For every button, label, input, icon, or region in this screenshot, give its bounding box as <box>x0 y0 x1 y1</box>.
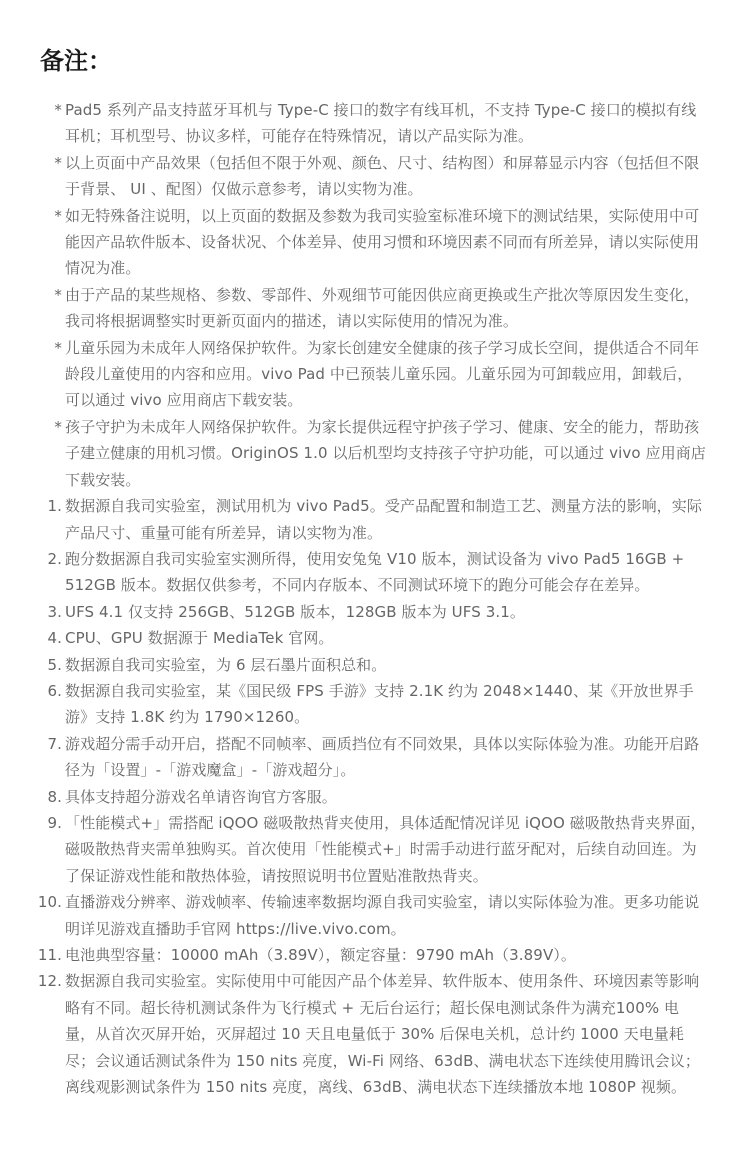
list-marker: * <box>54 153 62 172</box>
note-text: 数据源自我司实验室，测试用机为 vivo Pad5。受产品配置和制造工艺、测量方法的影响，实际产品尺寸、重量可能有所差异，请以实物为准。 <box>65 497 702 542</box>
note-text: CPU、GPU 数据源于 MediaTek 官网。 <box>65 629 334 648</box>
list-marker: * <box>54 101 62 119</box>
list-marker: * <box>54 338 62 357</box>
note-text: 以上页面中产品效果（包括但不限于外观、颜色、尺寸、结构图）和屏幕显示内容（包括但不限于背景、 UI 、配图）仅做示意参考，请以实物为准。 <box>65 153 700 199</box>
note-text: 具体支持超分游戏名单请咨询官方客服。 <box>65 787 337 806</box>
note-text: 数据源自我司实验室。实际使用中可能因产品个体差异、软件版本、使用条件、环境因素等影响略有不同。超长待机测试条件为飞行模式 + 无后台运行；超长保电测试条件为满充100% 电量，从首次灭屏开始，灭屏超过 10 天且电量低于 30% 后保电关机，总计约 1000 天电量耗尽；会议通话测试条件为 150 nits 亮度，Wi-Fi 网络、63dB、满电状态下连续使用腾讯会议；离线观影测试条件为 150 nits 亮度，离线、63dB、满电状态下连续播放本地 1080P 视频。 <box>65 972 700 1097</box>
note-text: 如无特殊备注说明，以上页面的数据及参数为我司实验室标准环境下的测试结果，实际使用中可能因产品软件版本、设备状况、个体差异、使用习惯和环境因素不同而有所差异，请以实际使用情况为准。 <box>65 206 700 278</box>
list-item <box>0 625 750 651</box>
list-marker: 7. <box>47 734 62 753</box>
list-item <box>0 203 750 282</box>
list-marker: 10. <box>37 893 62 912</box>
list-item <box>0 678 750 731</box>
note-text: Pad5 系列产品支持蓝牙耳机与 Type-C 接口的数字有线耳机，不支持 Type-C 接口的模拟有线耳机；耳机型号、协议多样，可能存在特殊情况，请以产品实际为准。 <box>65 101 697 146</box>
list-marker: * <box>54 417 62 436</box>
note-text: UFS 4.1 仅支持 256GB、512GB 版本，128GB 版本为 UFS 3.1。 <box>65 602 525 621</box>
list-item <box>0 493 750 546</box>
list-marker: 8. <box>47 787 62 806</box>
note-text: 由于产品的某些规格、参数、零部件、外观细节可能因供应商更换或生产批次等原因发生变化，我司将根据调整实时更新页面内的描述，请以实际使用的情况为准。 <box>65 285 700 331</box>
list-marker: 12. <box>37 972 62 991</box>
list-marker: 1. <box>47 497 62 516</box>
note-text: 数据源自我司实验室，为 6 层石墨片面积总和。 <box>65 655 387 674</box>
note-text: 「性能模式+」需搭配 iQOO 磁吸散热背夹使用，具体适配情况详见 iQOO 磁吸散热背夹界面，磁吸散热背夹需单独购买。首次使用「性能模式+」时需手动进行蓝牙配对，后续自动回连。为了保证游戏性能和散热体验，请按照说明书位置贴准散热背夹。 <box>65 813 706 885</box>
note-text: 直播游戏分辨率、游戏帧率、传输速率数据均源自我司实验室，请以实际体验为准。更多功能说明详见游戏直播助手官网 https://live.vivo.com。 <box>65 893 700 938</box>
list-marker: 5. <box>47 655 62 674</box>
note-text: 电池典型容量：10000 mAh（3.89V），额定容量：9790 mAh（3.89V）。 <box>65 946 577 964</box>
note-text: 跑分数据源自我司实验室实测所得，使用安兔兔 V10 版本，测试设备为 vivo Pad5 16GB + 512GB 版本。数据仅供参考，不同内存版本、不同测试环境下的跑分可能会存在差异。 <box>65 549 685 595</box>
list-item <box>0 889 750 942</box>
note-text: 游戏超分需手动开启，搭配不同帧率、画质挡位有不同效果，具体以实际体验为准。功能开启路径为「设置」-「游戏魔盒」-「游戏超分」。 <box>65 734 700 780</box>
list-item <box>0 784 750 810</box>
list-item <box>0 652 750 678</box>
note-text: 孩子守护为未成年人网络保护软件。为家长提供远程守护孩子学习、健康、安全的能力，帮助孩子建立健康的用机习惯。OriginOS 1.0 以后机型均支持孩子守护功能，可以通过 vivo 应用商店下载安装。 <box>65 417 706 489</box>
list-marker: 6. <box>47 681 62 700</box>
list-item <box>0 731 750 784</box>
note-text: 儿童乐园为未成年人网络保护软件。为家长创建安全健康的孩子学习成长空间，提供适合不同年龄段儿童使用的内容和应用。vivo Pad 中已预装儿童乐园。儿童乐园为可卸载应用，卸载后，可以通过 vivo 应用商店下载安装。 <box>65 338 700 410</box>
list-marker: * <box>54 285 62 304</box>
list-marker: 2. <box>47 549 62 568</box>
list-marker: 3. <box>47 602 62 621</box>
list-item <box>0 414 750 493</box>
list-marker: 9. <box>47 813 62 832</box>
list-item <box>0 335 750 414</box>
list-item <box>0 546 750 599</box>
list-item <box>0 599 750 625</box>
list-item <box>0 282 750 335</box>
list-item <box>0 150 750 203</box>
list-item <box>0 942 750 968</box>
note-text: 数据源自我司实验室，某《国民级 FPS 手游》支持 2.1K 约为 2048×1440、某《开放世界手游》支持 1.8K 约为 1790×1260。 <box>65 681 694 727</box>
list-item <box>0 97 750 150</box>
notes-list <box>0 97 750 1100</box>
list-item <box>0 968 750 1100</box>
notes-heading: 备注： <box>40 47 112 75</box>
list-marker: 4. <box>47 629 62 648</box>
list-marker: 11. <box>37 946 62 964</box>
list-marker: * <box>54 206 62 225</box>
list-item <box>0 810 750 889</box>
